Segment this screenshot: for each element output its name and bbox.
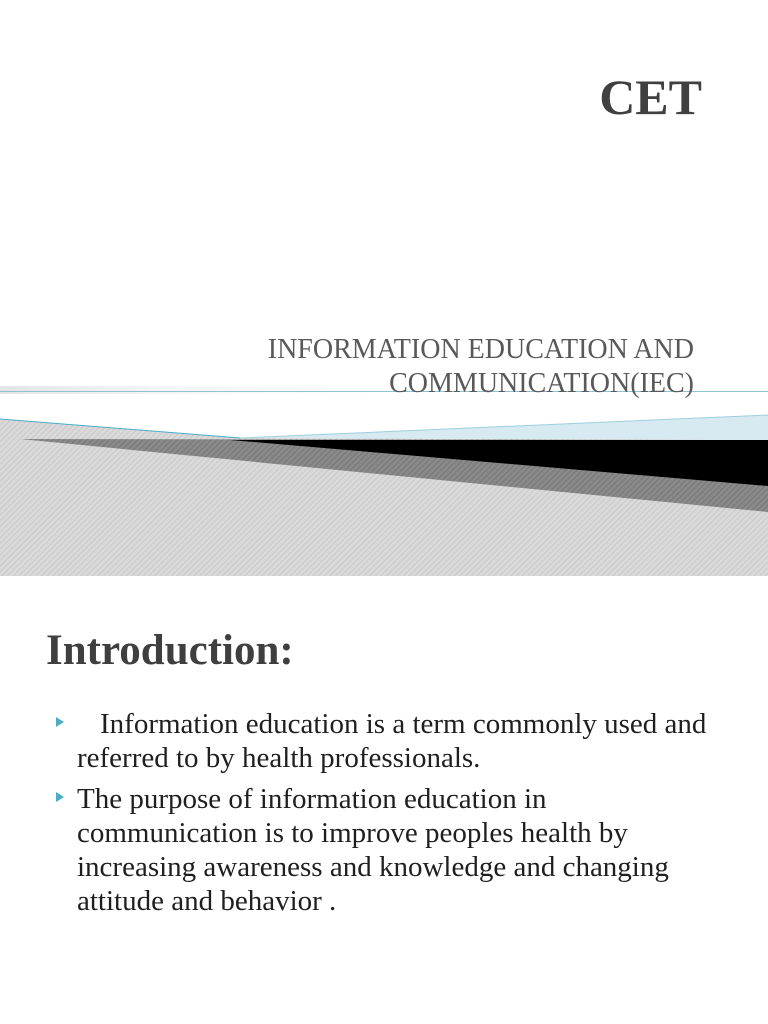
bullet-text-line: communication is to improve peoples health by (77, 817, 628, 849)
arrow-bullet-icon (56, 792, 64, 802)
introduction-slide (0, 576, 768, 1024)
bullet-text-line: Information education is a term commonly used and (100, 708, 707, 740)
slide-title: CET (599, 69, 702, 125)
bullet-item (0, 782, 768, 918)
arrow-bullet-icon (56, 717, 64, 727)
bullet-text-line: referred to by health professionals. (77, 742, 481, 774)
bullet-text-line: increasing awareness and knowledge and changing (77, 851, 669, 883)
section-heading: Introduction: (46, 627, 294, 674)
subtitle-line: INFORMATION EDUCATION AND (267, 334, 694, 365)
bullet-text-line: The purpose of information education in (77, 783, 547, 815)
bullet-item (0, 707, 768, 775)
slide-subtitle (268, 333, 694, 401)
subtitle-line: COMMUNICATION(IEC) (389, 368, 694, 399)
bullet-list (0, 707, 768, 925)
bullet-text-line: attitude and behavior . (77, 885, 337, 917)
